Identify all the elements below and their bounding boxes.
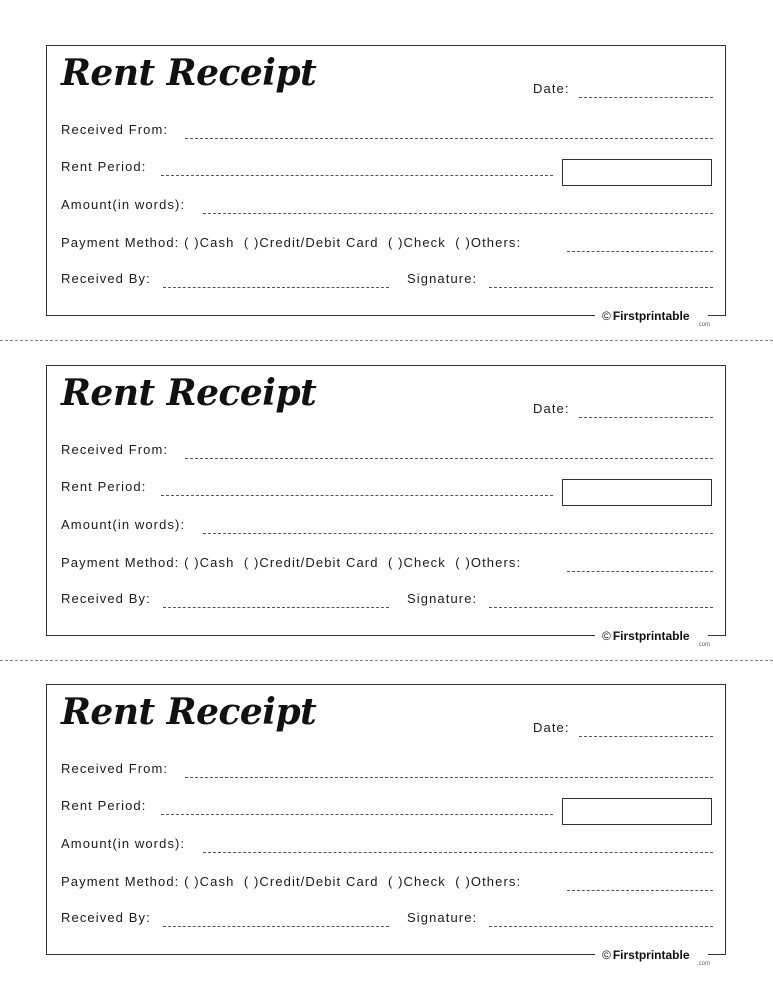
brand-logo: [602, 948, 710, 967]
received-by-label: Received By:: [61, 910, 151, 925]
copyright-icon: ©: [602, 629, 611, 643]
brand-name: Firstprintable: [612, 309, 690, 323]
date-label: Date:: [533, 720, 570, 735]
signature-label: Signature:: [407, 591, 478, 606]
amount-label: Amount(in words):: [61, 836, 186, 851]
date-field[interactable]: [579, 417, 713, 418]
bottom-border-right: [708, 635, 726, 636]
bottom-border-right: [708, 315, 726, 316]
copyright-icon: ©: [602, 948, 611, 962]
signature-field[interactable]: [489, 607, 713, 608]
received-from-label: Received From:: [61, 761, 169, 776]
amount-field[interactable]: [203, 533, 713, 534]
received-from-label: Received From:: [61, 442, 169, 457]
received-by-field[interactable]: [163, 287, 389, 288]
rent-receipt-1: [46, 45, 726, 328]
others-field[interactable]: [567, 251, 713, 252]
received-from-label: Received From:: [61, 122, 169, 137]
received-from-field[interactable]: [185, 458, 713, 459]
received-from-field[interactable]: [185, 138, 713, 139]
rent-period-field[interactable]: [161, 814, 553, 815]
received-by-field[interactable]: [163, 607, 389, 608]
brand-logo: [602, 629, 710, 648]
rent-receipt-3: [46, 684, 726, 967]
rent-period-field[interactable]: [161, 175, 553, 176]
received-by-field[interactable]: [163, 926, 389, 927]
rent-period-field[interactable]: [161, 495, 553, 496]
signature-field[interactable]: [489, 287, 713, 288]
signature-label: Signature:: [407, 271, 478, 286]
rent-period-label: Rent Period:: [61, 798, 147, 813]
brand-domain: .com: [696, 642, 710, 648]
brand-domain: .com: [696, 961, 710, 967]
brand-name: Firstprintable: [612, 629, 690, 643]
brand-logo: [602, 309, 710, 328]
received-by-label: Received By:: [61, 271, 151, 286]
date-label: Date:: [533, 81, 570, 96]
date-field[interactable]: [579, 736, 713, 737]
date-label: Date:: [533, 401, 570, 416]
rent-period-box[interactable]: [562, 798, 712, 825]
rent-period-label: Rent Period:: [61, 159, 147, 174]
receipt-title: Rent Receipt: [61, 372, 317, 414]
rent-period-label: Rent Period:: [61, 479, 147, 494]
signature-label: Signature:: [407, 910, 478, 925]
bottom-border-left: [46, 315, 595, 316]
amount-field[interactable]: [203, 852, 713, 853]
rent-period-box[interactable]: [562, 479, 712, 506]
cut-line-2: [0, 660, 773, 661]
others-field[interactable]: [567, 890, 713, 891]
brand-domain: .com: [696, 322, 710, 328]
received-from-field[interactable]: [185, 777, 713, 778]
others-field[interactable]: [567, 571, 713, 572]
payment-method-label: Payment Method: ( )Cash ( )Credit/Debit Card ( )Check ( )Others:: [61, 235, 522, 250]
payment-method-label: Payment Method: ( )Cash ( )Credit/Debit Card ( )Check ( )Others:: [61, 874, 522, 889]
received-by-label: Received By:: [61, 591, 151, 606]
cut-line-1: [0, 340, 773, 341]
receipt-title: Rent Receipt: [61, 52, 317, 94]
rent-receipt-2: [46, 365, 726, 648]
bottom-border-left: [46, 954, 595, 955]
payment-method-label: Payment Method: ( )Cash ( )Credit/Debit Card ( )Check ( )Others:: [61, 555, 522, 570]
brand-name: Firstprintable: [612, 948, 690, 962]
copyright-icon: ©: [602, 309, 611, 323]
bottom-border-left: [46, 635, 595, 636]
amount-field[interactable]: [203, 213, 713, 214]
amount-label: Amount(in words):: [61, 197, 186, 212]
amount-label: Amount(in words):: [61, 517, 186, 532]
date-field[interactable]: [579, 97, 713, 98]
signature-field[interactable]: [489, 926, 713, 927]
receipt-title: Rent Receipt: [61, 691, 317, 733]
bottom-border-right: [708, 954, 726, 955]
rent-period-box[interactable]: [562, 159, 712, 186]
